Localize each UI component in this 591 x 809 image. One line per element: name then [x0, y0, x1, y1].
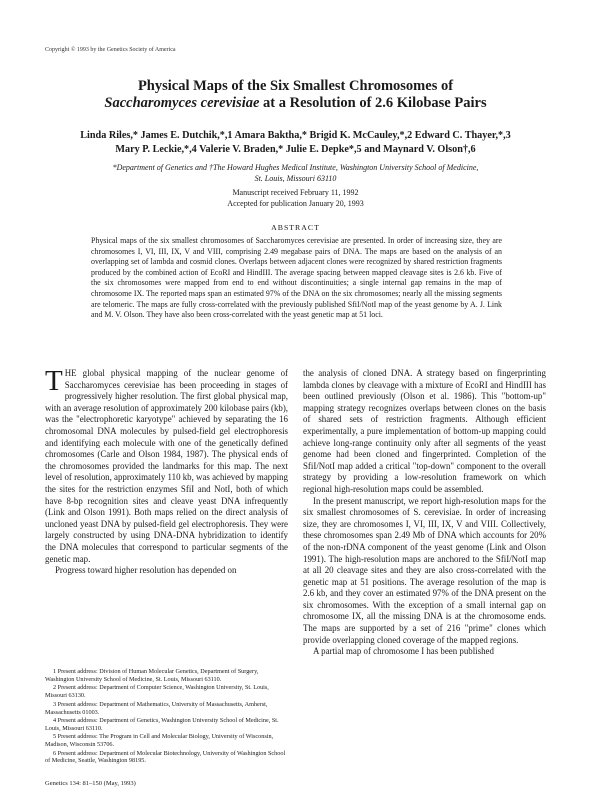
footnote: 2 Present address: Department of Computer Science, Washington University, St. Louis, Missouri 63130.: [45, 684, 269, 700]
affiliation-line-1: *Department of Genetics and †The Howard Hughes Medical Institute, Washington University School of Medicine,: [112, 163, 479, 172]
intro-paragraph-1-text: HE global physical mapping of the nuclear genome of Saccharomyces cerevisiae has been proceeding in stages of progressively higher resolution. The first global physical map, with an average resolution of approximately 200 kilobase pairs (kb), was the "electrophoretic karyotype" achieved by separating the 16 chromosomal DNA molecules by pulsed-field gel electrophoresis and identifying each molecule with one of the genetically defined chromosomes (Carle and Olson 1984, 1987). The physical ends of the chromosomes provided the landmarks for this map. The next level of resolution, approximately 110 kb, was achieved by mapping the sites for the restriction enzymes SfiI and NotI, both of which have 8-bp recognition sites and cleave yeast DNA infrequently (Link and Olson 1991). Both maps relied on the direct analysis of uncloned yeast DNA by pulsed-field gel electrophoresis. They were largely constructed by using DNA-DNA hybridization to identify the DNA molecules that correspond to particular segments of the genetic map.: [45, 368, 289, 564]
accepted-date: Accepted for publication January 20, 1993: [227, 198, 364, 208]
footnote: 4 Present address: Department of Genetics, Washington University School of Medicine, St. Louis, Missouri 63110.: [45, 716, 279, 732]
manuscript-dates: [60, 188, 531, 209]
affiliation-line-2: St. Louis, Missouri 63110: [254, 173, 337, 183]
footnotes: [45, 668, 288, 766]
title-rest: at a Resolution of 2.6 Kilobase Pairs: [259, 95, 487, 111]
abstract-body: [91, 236, 502, 321]
footnote: 6 Present address: Department of Molecular Biotechnology, University of Washington School of Medicine, Seattle, Washington 98195.: [45, 749, 286, 765]
intro-paragraph-2: Progress toward higher resolution has depended on: [55, 565, 237, 576]
body-column-left: [45, 365, 289, 577]
journal-citation: Genetics 134: 81–150 (May, 1993): [45, 780, 136, 787]
footnote: 5 Present address: The Program in Cell and Molecular Biology, University of Wisconsin, Madison, Wisconsin 53706.: [45, 733, 274, 749]
title-species: Saccharomyces cerevisiae: [104, 95, 260, 111]
intro-paragraph-1: [45, 365, 289, 565]
abstract-text: Physical maps of the six smallest chromosomes of Saccharomyces cerevisiae are presented. In order of increasing size, they are chromosomes I, VI, III, IX, V and VIII, comprising 2.49 megabase pairs of DNA. The maps are based on the analysis of an overlapping set of lambda and cosmid clones. Overlaps between adjacent clones were recognized by shared restriction fragments produced by the combined action of EcoRI and HindIII. The average spacing between mapped cleavage sites is 2.6 kb. Five of the six chromosomes were mapped from end to end without discontinuities; a single internal gap remains in the map of chromosome IX. The reported maps span an estimated 97% of the DNA on the six chromosomes; nearly all the missing segments are telomeric. The maps are fully cross-correlated with the previously published SfiI/NotI map of the yeast genome by A. J. Link and M. V. Olson. They have also been cross-correlated with the yeast genetic map at 51 loci.: [91, 236, 502, 320]
footnote: 3 Present address: Department of Mathematics, University of Massachusetts, Amherst, Massachusetts 01003.: [45, 700, 268, 716]
intro-paragraph-4: In the present manuscript, we report high-resolution maps for the six smallest chromosomes of S. cerevisiae. In order of increasing size, they are chromosomes I, VI, III, IX, V and VIII. Collectively, these chromosomes span 2.49 Mb of DNA which accounts for 20% of the non-rDNA component of the yeast genome (Link and Olson 1991). The high-resolution maps are anchored to the SfiI/NotI map at all 20 cleavage sites and they are also cross-correlated with the genetic map at 51 positions. The average resolution of the map is 2.6 kb, and they cover an estimated 97% of the DNA present on the six chromosomes. With the exception of a small internal gap on chromosome IX, all the missing DNA is at the chromosome ends. The maps are supported by a set of 216 "prime" clones which provide overlapping cloned coverage of the mapped regions.: [303, 495, 546, 645]
title-line-2: [60, 95, 531, 112]
authors-line-1: Linda Riles,* James E. Dutchik,*,1 Amara Baktha,* Brigid K. McCauley,*,2 Edward C. Thayer,*,3: [80, 130, 511, 141]
footnote: 1 Present address: Division of Human Molecular Genetics, Department of Surgery, Washington University School of Medicine, St. Louis, Missouri 63110.: [45, 668, 259, 683]
intro-paragraph-3: the analysis of cloned DNA. A strategy based on fingerprinting lambda clones by cleavage with a mixture of EcoRI and HindIII has been outlined previously (Olson et al. 1986). This "bottom-up" mapping strategy recognizes overlaps between clones on the basis of shared sets of restriction fragments. Although efficient experimentally, a pure implementation of bottom-up mapping could achieve long-range continuity only after all segments of the yeast genome had been cloned and fingerprinted. Completion of the SfiI/NotI map added a critical "top-down" component to the overall strategy by providing a low-resolution framework on which regional high-resolution maps could be assembled.: [303, 368, 546, 494]
affiliation: [60, 163, 531, 184]
intro-paragraph-5: A partial map of chromosome I has been published: [313, 646, 494, 657]
copyright-notice: Copyright © 1993 by the Genetics Society of America: [45, 47, 176, 53]
abstract-heading: ABSTRACT: [271, 223, 320, 232]
body-column-right: [303, 368, 546, 658]
article-title: [60, 78, 531, 112]
authors-line-2: Mary P. Leckie,*,4 Valerie V. Braden,* Julie E. Depke*,5 and Maynard V. Olson†,6: [115, 143, 476, 155]
received-date: Manuscript received February 11, 1992: [232, 188, 359, 197]
author-list: [40, 129, 551, 156]
title-line-1: Physical Maps of the Six Smallest Chromosomes of: [137, 78, 454, 94]
drop-cap: T: [45, 365, 63, 397]
